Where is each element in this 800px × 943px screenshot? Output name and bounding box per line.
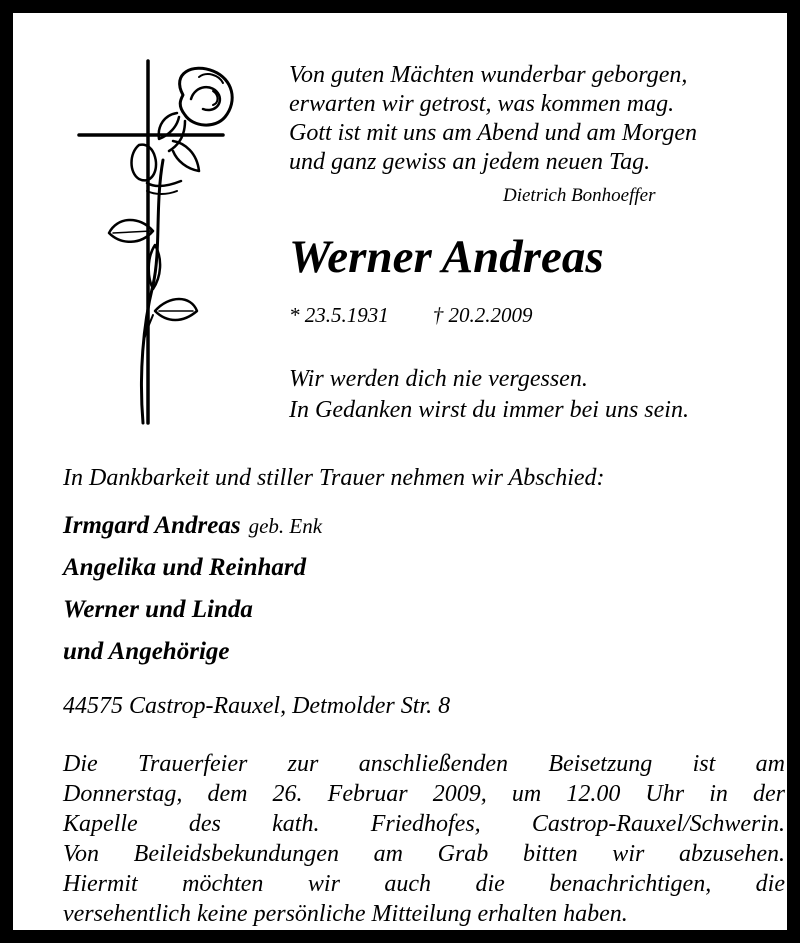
death-date: † 20.2.2009 [432,303,533,327]
life-dates [289,303,533,328]
funeral-notice [63,749,785,929]
bonhoeffer-poem [289,61,789,177]
mourner-row [63,505,322,547]
mourner-note: geb. Enk [248,514,323,538]
deceased-name: Werner Andreas [289,231,604,283]
mourners-list [63,505,322,673]
mourner-name: Angelika und Reinhard [63,554,307,581]
mourner-name: Irmgard Andreas [63,512,241,539]
verse-line: Wir werden dich nie vergessen. [289,366,588,392]
family-address: 44575 Castrop-Rauxel, Detmolder Str. 8 [63,693,451,719]
poem-line: Gott ist mit uns am Abend und am Morgen [289,120,697,146]
verse-line: In Gedanken wirst du immer bei uns sein. [289,397,689,423]
mourner-row [63,631,322,673]
birth-date: * 23.5.1931 [289,303,389,327]
notice-line: Donnerstag, dem 26. Februar 2009, um 12.00 Uhr in der [63,781,785,807]
notice-line: Die Trauerfeier zur anschließenden Beisetzung ist am [63,751,785,777]
poem-author: Dietrich Bonhoeffer [503,185,656,206]
notice-line: versehentlich keine persönliche Mitteilung erhalten haben. [63,901,628,927]
mourners-intro: In Dankbarkeit und stiller Trauer nehmen wir Abschied: [63,465,605,491]
cross-with-rose-icon [73,55,243,427]
mourner-name: Werner und Linda [63,596,253,623]
memorial-verse [289,364,689,426]
poem-line: erwarten wir getrost, was kommen mag. [289,91,675,117]
mourner-row [63,589,322,631]
poem-line: Von guten Mächten wunderbar geborgen, [289,62,688,88]
mourner-row [63,547,322,589]
poem-line: und ganz gewiss an jedem neuen Tag. [289,149,651,175]
mourner-name: und Angehörige [63,638,230,665]
notice-line: Von Beileidsbekundungen am Grab bitten wir abzusehen. [63,841,785,867]
notice-line: Hiermit möchten wir auch die benachrichtigen, die [63,871,785,897]
notice-line: Kapelle des kath. Friedhofes, Castrop-Rauxel/Schwerin. [63,811,785,837]
